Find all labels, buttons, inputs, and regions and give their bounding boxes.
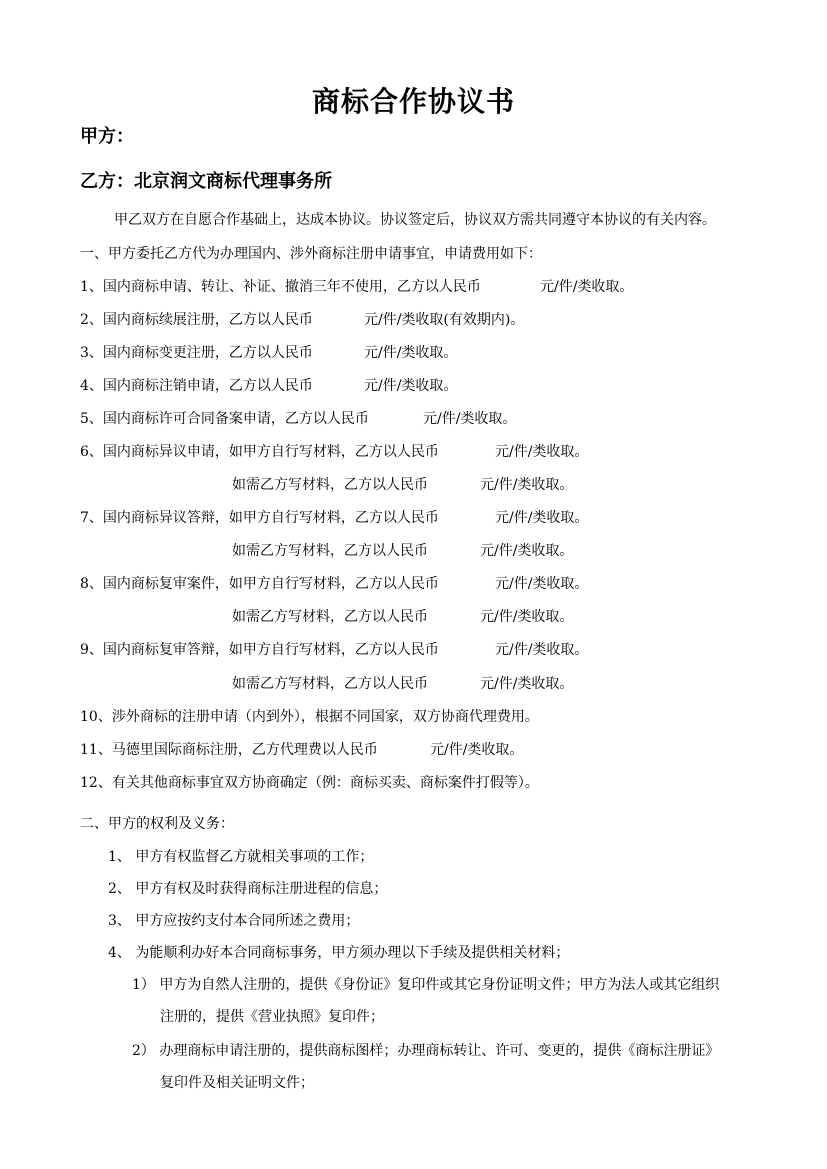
right-item-4: 4、 为能顺利办好本合同商标事务，甲方须办理以下手续及提供相关材料； bbox=[108, 945, 570, 961]
fee-item-unit: 元/件/类收取。 bbox=[364, 378, 458, 394]
fee-item-6: 6、国内商标异议申请，如甲方自行写材料，乙方以人民币 bbox=[80, 444, 439, 460]
fee-item-5: 5、国内商标许可合同备案申请，乙方以人民币 bbox=[80, 411, 369, 427]
fee-item-unit: 元/件/类收取。 bbox=[430, 742, 524, 758]
fee-item-10: 10、涉外商标的注册申请（内到外），根据不同国家，双方协商代理费用。 bbox=[80, 709, 539, 725]
right-item-1: 1、 甲方有权监督乙方就相关事项的工作； bbox=[108, 849, 374, 865]
fee-item-unit: 元/件/类收取。 bbox=[495, 576, 589, 592]
fee-item-7b: 如需乙方写材料，乙方以人民币 bbox=[232, 543, 428, 559]
fee-item-unit: 元/件/类收取。 bbox=[480, 543, 574, 559]
fee-item-unit: 元/件/类收取。 bbox=[480, 477, 574, 493]
fee-item-9: 9、国内商标复审答辩，如甲方自行写材料，乙方以人民币 bbox=[80, 642, 439, 658]
fee-item-4: 4、国内商标注销申请，乙方以人民币 bbox=[80, 378, 313, 394]
intro-paragraph: 甲乙双方在自愿合作基础上，达成本协议。协议签定后，协议双方需共同遵守本协议的有关内容。 bbox=[114, 212, 716, 228]
subitem-1-line2: 注册的，提供《营业执照》复印件； bbox=[160, 1009, 384, 1025]
fee-item-unit: 元/件/类收取。 bbox=[540, 279, 634, 295]
subitem-2-line2: 复印件及相关证明文件； bbox=[160, 1075, 314, 1091]
fee-item-unit: 元/件/类收取。 bbox=[495, 444, 589, 460]
fee-item-1 bbox=[80, 278, 481, 296]
fee-item-unit: 元/件/类收取。 bbox=[364, 345, 458, 361]
party-a-label: 甲方： bbox=[80, 126, 134, 147]
party-b-label: 乙方：北京润文商标代理事务所 bbox=[80, 171, 332, 192]
fee-item-text: 1、国内商标申请、转让、补证、撤消三年不使用，乙方以人民币 bbox=[80, 279, 481, 295]
fee-item-8: 8、国内商标复审案件，如甲方自行写材料，乙方以人民币 bbox=[80, 576, 439, 592]
fee-item-unit: 元/件/类收取。 bbox=[423, 411, 517, 427]
section2-heading: 二、甲方的权利及义务： bbox=[80, 816, 234, 832]
fee-item-unit: 元/件/类收取。 bbox=[495, 642, 589, 658]
fee-item-8b: 如需乙方写材料，乙方以人民币 bbox=[232, 609, 428, 625]
fee-item-unit: 元/件/类收取。 bbox=[480, 609, 574, 625]
right-item-2: 2、 甲方有权及时获得商标注册进程的信息； bbox=[108, 881, 388, 897]
right-item-3: 3、 甲方应按约支付本合同所述之费用； bbox=[108, 913, 360, 929]
fee-item-11: 11、马德里国际商标注册，乙方代理费以人民币 bbox=[80, 742, 378, 758]
fee-item-12: 12、有关其他商标事宜双方协商确定（例：商标买卖、商标案件打假等）。 bbox=[80, 775, 539, 791]
fee-item-7: 7、国内商标异议答辩，如甲方自行写材料，乙方以人民币 bbox=[80, 510, 439, 526]
fee-item-9b: 如需乙方写材料，乙方以人民币 bbox=[232, 676, 428, 692]
fee-item-unit: 元/件/类收取(有效期内)。 bbox=[364, 312, 525, 328]
fee-item-3: 3、国内商标变更注册，乙方以人民币 bbox=[80, 345, 313, 361]
fee-item-6b: 如需乙方写材料，乙方以人民币 bbox=[232, 477, 428, 493]
subitem-1-line1: 1） 甲方为自然人注册的，提供《身份证》复印件或其它身份证明文件；甲方为法人或其它组织 bbox=[132, 977, 720, 993]
section1-heading: 一、甲方委托乙方代为办理国内、涉外商标注册申请事宜，申请费用如下： bbox=[80, 246, 542, 262]
subitem-2-line1: 2） 办理商标申请注册的，提供商标图样；办理商标转让、许可、变更的，提供《商标注册证》 bbox=[132, 1043, 720, 1059]
fee-item-2: 2、国内商标续展注册，乙方以人民币 bbox=[80, 312, 313, 328]
document-title: 商标合作协议书 bbox=[311, 85, 515, 118]
fee-item-unit: 元/件/类收取。 bbox=[495, 510, 589, 526]
fee-item-unit: 元/件/类收取。 bbox=[480, 676, 574, 692]
